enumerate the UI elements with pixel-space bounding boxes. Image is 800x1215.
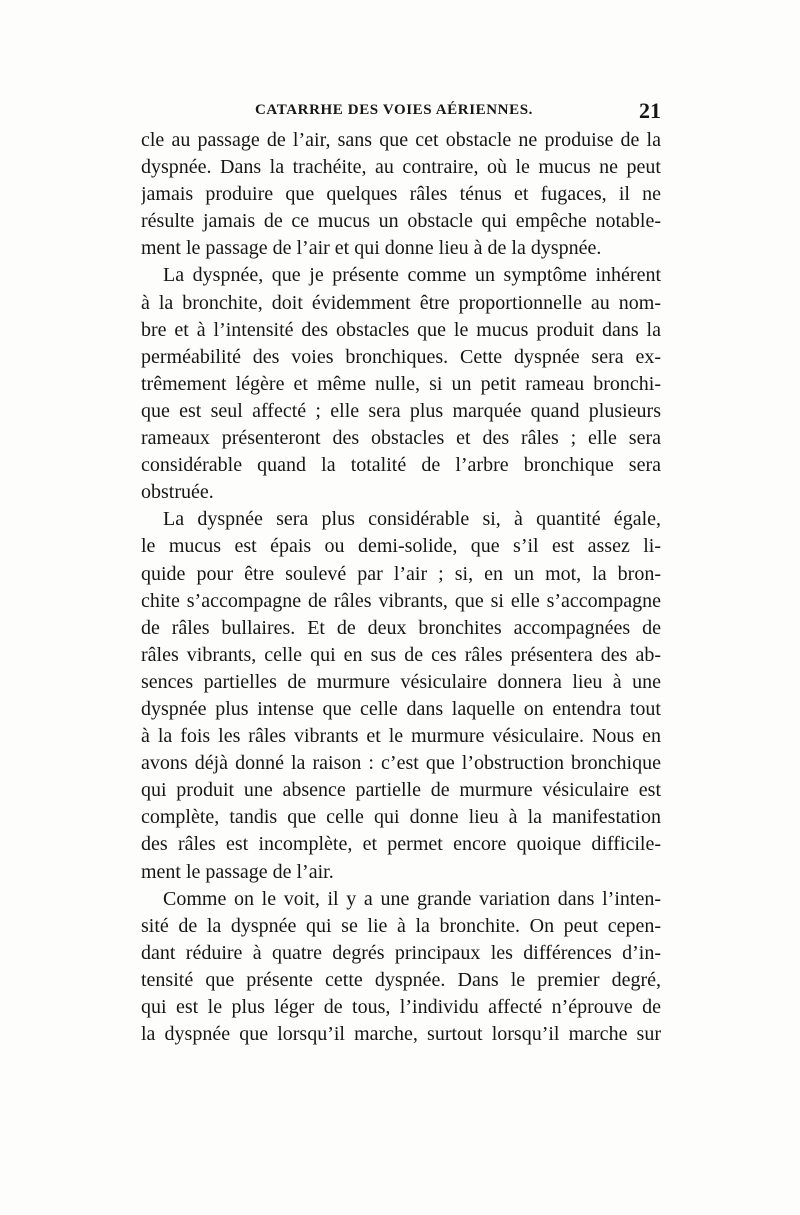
text-line: à la bronchite, doit évidemment être proportionnelle au nom- xyxy=(141,291,661,314)
text-line: cle au passage de l’air, sans que cet obstacle ne produise de la xyxy=(141,129,661,151)
text-line: La dyspnée sera plus considérable si, à quantité égale, xyxy=(163,508,661,531)
text-line: qui produit une absence partielle de murmure vésiculaire est xyxy=(141,779,661,802)
text-line: le mucus est épais ou demi-solide, que s’il est assez li- xyxy=(141,535,661,558)
text-line: dant réduire à quatre degrés principaux les différences d’in- xyxy=(141,941,661,964)
text-line: chite s’accompagne de râles vibrants, que si elle s’accompagne xyxy=(141,589,661,612)
text-line: jamais produire que quelques râles ténus et fugaces, il ne xyxy=(141,183,661,206)
text-line: sité de la dyspnée qui se lie à la bronchite. On peut cepen- xyxy=(141,914,661,937)
page-number: 21 xyxy=(639,98,661,123)
text-line: que est seul affecté ; elle sera plus marquée quand plusieurs xyxy=(141,399,661,422)
text-line: perméabilité des voies bronchiques. Cette dyspnée sera ex- xyxy=(141,345,661,368)
text-line: râles vibrants, celle qui en sus de ces râles présentera des ab- xyxy=(141,643,661,666)
text-line: sences partielles de murmure vésiculaire donnera lieu à une xyxy=(141,670,661,693)
text-line: rameaux présenteront des obstacles et des râles ; elle sera xyxy=(141,427,661,450)
text-line: ment le passage de l’air et qui donne lieu à de la dyspnée. xyxy=(141,237,602,260)
text-line: qui est le plus léger de tous, l’individu affecté n’éprouve de xyxy=(141,996,661,1018)
text-line: complète, tandis que celle qui donne lieu à la manifestation xyxy=(141,806,661,829)
text-line: à la fois les râles vibrants et le murmure vésiculaire. Nous en xyxy=(141,725,661,748)
text-line: des râles est incomplète, et permet encore quoique difficile- xyxy=(141,833,661,856)
text-line: trêmement légère et même nulle, si un petit rameau bronchi- xyxy=(141,372,661,395)
text-line: résulte jamais de ce mucus un obstacle qui empêche notable- xyxy=(141,210,661,233)
text-line: dyspnée plus intense que celle dans laquelle on entendra tout xyxy=(141,697,661,720)
text-line: ment le passage de l’air. xyxy=(141,860,334,883)
text-line: dyspnée. Dans la trachéite, au contraire, où le mucus ne peut xyxy=(141,156,661,179)
text-line: considérable quand la totalité de l’arbre bronchique sera xyxy=(141,454,661,477)
text-line: la dyspnée que lorsqu’il marche, surtout lorsqu’il marche sur xyxy=(141,1023,661,1046)
text-line: obstruée. xyxy=(141,481,214,504)
text-line: bre et à l’intensité des obstacles que le mucus produit dans la xyxy=(141,318,661,341)
running-title: CATARRHE DES VOIES AÉRIENNES. xyxy=(255,102,534,118)
text-line: avons déjà donné la raison : c’est que l’obstruction bronchique xyxy=(141,752,661,775)
text-line: de râles bullaires. Et de deux bronchites accompagnées de xyxy=(141,616,661,639)
text-line: quide pour être soulevé par l’air ; si, en un mot, la bron- xyxy=(141,562,661,585)
text-line: La dyspnée, que je présente comme un symptôme inhérent xyxy=(163,264,661,287)
body-text xyxy=(141,127,661,1048)
text-line: tensité que présente cette dyspnée. Dans le premier degré, xyxy=(141,968,661,991)
text-line: Comme on le voit, il y a une grande variation dans l’inten- xyxy=(163,887,661,910)
running-head xyxy=(141,98,661,124)
